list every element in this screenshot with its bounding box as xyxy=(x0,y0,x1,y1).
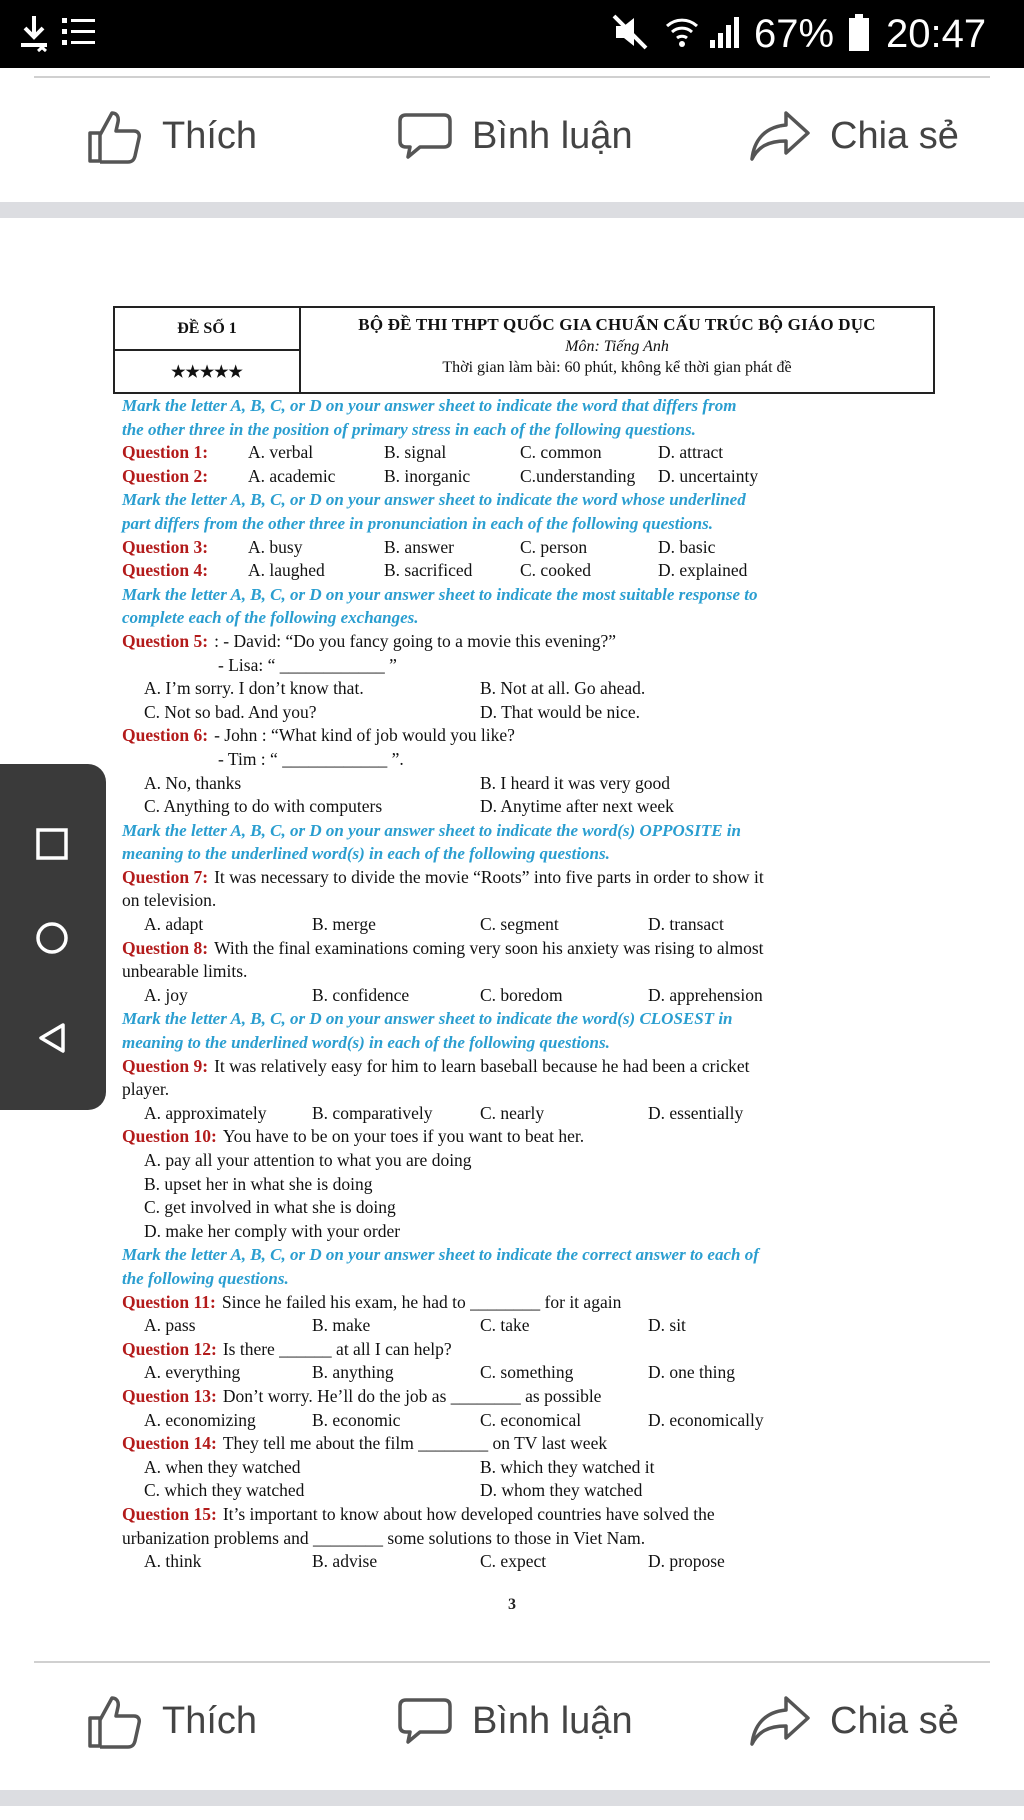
question-line xyxy=(122,1102,922,1126)
answer-option: B. comparatively xyxy=(312,1102,433,1123)
like-button[interactable] xyxy=(86,106,257,166)
separator-band xyxy=(0,1790,1024,1806)
question-line xyxy=(122,1479,922,1503)
top-action-bar xyxy=(0,68,1024,198)
question-line xyxy=(122,866,922,890)
question-label: Question 15: xyxy=(122,1503,217,1524)
answer-option: A. I’m sorry. I don’t know that. xyxy=(144,678,364,699)
exam-subject: Môn: Tiếng Anh xyxy=(565,338,669,355)
mute-icon xyxy=(612,14,648,59)
answer-option: D. essentially xyxy=(648,1102,744,1123)
question-text: - Lisa: “ ____________ ” xyxy=(218,654,397,675)
exam-header xyxy=(113,306,935,394)
question-line xyxy=(122,889,922,913)
question-label: Question 6: xyxy=(122,725,209,746)
recent-apps-button[interactable] xyxy=(28,820,76,868)
exam-time: Thời gian làm bài: 60 phút, không kể thời gian phát đề xyxy=(442,359,792,376)
share-button[interactable] xyxy=(748,106,959,166)
instruction-line: part differs from the other three in pronunciation in each of the following questions. xyxy=(122,513,713,533)
like-label: Thích xyxy=(162,114,258,157)
comment-button[interactable] xyxy=(396,1691,633,1751)
answer-option: B. inorganic xyxy=(384,465,471,486)
question-line xyxy=(122,1314,922,1338)
instruction-line: Mark the letter A, B, C, or D on your answer sheet to indicate the word(s) OPPOSITE in xyxy=(122,820,741,840)
answer-option: D. explained xyxy=(658,560,748,581)
answer-option: D. Anytime after next week xyxy=(480,796,674,817)
question-label: Question 11: xyxy=(122,1291,216,1312)
question-line xyxy=(122,630,922,654)
question-line xyxy=(122,1078,922,1102)
answer-option: B. I heard it was very good xyxy=(480,772,671,793)
answer-option: C. economical xyxy=(480,1409,582,1430)
answer-option: A. No, thanks xyxy=(144,772,242,793)
answer-option: A. approximately xyxy=(144,1102,267,1123)
battery-percent: 67% xyxy=(754,12,835,56)
question-label: Question 13: xyxy=(122,1385,217,1406)
share-icon xyxy=(748,1692,812,1750)
answer-option: B. answer xyxy=(384,536,454,557)
answer-option: D. That would be nice. xyxy=(480,701,641,722)
question-line xyxy=(122,559,922,583)
answer-option: B. economic xyxy=(312,1409,401,1430)
floating-nav-panel xyxy=(0,764,106,1110)
answer-option: B. confidence xyxy=(312,984,410,1005)
question-line xyxy=(122,913,922,937)
answer-option: D. sit xyxy=(648,1315,686,1336)
question-label: Question 9: xyxy=(122,1055,209,1076)
answer-option: C. common xyxy=(520,442,602,463)
question-text: Don’t worry. He’ll do the job as ________ as possible xyxy=(222,1385,602,1406)
question-label: Question 7: xyxy=(122,866,209,887)
question-text: - Tim : “ ____________ ”. xyxy=(218,748,404,769)
question-label: Question 14: xyxy=(122,1433,217,1454)
question-text: urbanization problems and ________ some solutions to those in Viet Nam. xyxy=(122,1527,646,1548)
back-button[interactable] xyxy=(28,1014,76,1062)
question-label: Question 5: xyxy=(122,630,209,651)
question-line xyxy=(122,1550,922,1574)
question-text: - John : “What kind of job would you like? xyxy=(214,725,515,746)
question-line xyxy=(122,937,922,961)
question-text: C. get involved in what she is doing xyxy=(144,1197,396,1218)
question-text: Is there ______ at all I can help? xyxy=(222,1338,452,1359)
question-line xyxy=(122,1220,922,1244)
question-line xyxy=(122,795,922,819)
answer-option: D. whom they watched xyxy=(480,1480,643,1501)
question-label: Question 3: xyxy=(122,536,209,557)
question-text: With the final examinations coming very soon his anxiety was rising to almost xyxy=(214,937,764,958)
question-text: player. xyxy=(122,1079,170,1100)
answer-option: D. apprehension xyxy=(648,984,763,1005)
question-line xyxy=(122,1432,922,1456)
answer-option: B. signal xyxy=(384,442,447,463)
comment-icon xyxy=(396,1692,454,1750)
question-label: Question 8: xyxy=(122,937,209,958)
answer-option: C. which they watched xyxy=(144,1480,305,1501)
circle-icon xyxy=(34,920,70,956)
question-label: Question 10: xyxy=(122,1126,217,1147)
instruction-line: Mark the letter A, B, C, or D on your answer sheet to indicate the word whose underlined xyxy=(122,490,746,510)
question-label: Question 12: xyxy=(122,1338,217,1359)
question-line xyxy=(122,724,922,748)
comment-label: Bình luận xyxy=(472,114,633,157)
question-text: You have to be on your toes if you want to beat her. xyxy=(222,1126,585,1147)
answer-option: C. person xyxy=(520,536,588,557)
comment-icon xyxy=(396,107,454,165)
answer-option: D. basic xyxy=(658,536,716,557)
instruction-line: meaning to the underlined word(s) in each of the following questions. xyxy=(122,844,610,864)
answer-option: A. busy xyxy=(248,536,303,557)
answer-option: A. joy xyxy=(144,984,188,1005)
instruction-line: Mark the letter A, B, C, or D on your answer sheet to indicate the correct answer to each of xyxy=(122,1245,759,1265)
page-number: 3 xyxy=(508,1596,516,1613)
answer-option: A. think xyxy=(144,1551,202,1572)
answer-option: A. when they watched xyxy=(144,1456,301,1477)
battery-icon xyxy=(848,14,870,61)
like-label: Thích xyxy=(162,1699,258,1742)
question-text: D. make her comply with your order xyxy=(144,1220,401,1241)
instruction-line: complete each of the following exchanges. xyxy=(122,608,419,628)
question-line xyxy=(122,984,922,1008)
question-line xyxy=(122,1527,922,1551)
question-text: on television. xyxy=(122,890,217,911)
question-label: Question 2: xyxy=(122,465,209,486)
answer-option: B. anything xyxy=(312,1362,394,1383)
comment-label: Bình luận xyxy=(472,1699,633,1742)
question-line xyxy=(122,677,922,701)
signal-icon xyxy=(708,14,744,59)
answer-option: D. transact xyxy=(648,914,724,935)
answer-option: A. verbal xyxy=(248,442,314,463)
answer-option: B. sacrificed xyxy=(384,560,473,581)
question-line xyxy=(122,654,922,678)
question-line xyxy=(122,1361,922,1385)
separator-band xyxy=(0,202,1024,218)
question-line xyxy=(122,1173,922,1197)
question-text: It was necessary to divide the movie “Roots” into five parts in order to show it xyxy=(214,866,764,887)
square-icon xyxy=(35,827,69,861)
instruction-line: Mark the letter A, B, C, or D on your answer sheet to indicate the most suitable response to xyxy=(122,584,758,604)
question-line xyxy=(122,1385,922,1409)
question-text: unbearable limits. xyxy=(122,961,248,982)
question-line xyxy=(122,748,922,772)
question-line xyxy=(122,441,922,465)
answer-option: C. nearly xyxy=(480,1102,545,1123)
share-icon xyxy=(748,107,812,165)
answer-option: B. make xyxy=(312,1315,371,1336)
exam-body xyxy=(122,394,922,1574)
answer-option: C. something xyxy=(480,1362,574,1383)
list-icon xyxy=(62,14,96,57)
question-line xyxy=(122,1291,922,1315)
thumbs-up-icon xyxy=(86,107,144,165)
answer-option: C.understanding xyxy=(520,465,636,486)
answer-option: A. pass xyxy=(144,1315,196,1336)
question-line xyxy=(122,1196,922,1220)
question-label: Question 4: xyxy=(122,560,209,581)
instruction-line: Mark the letter A, B, C, or D on your answer sheet to indicate the word(s) CLOSEST in xyxy=(122,1009,733,1029)
divider xyxy=(34,76,990,78)
share-label: Chia sẻ xyxy=(830,1699,959,1742)
question-line xyxy=(122,1409,922,1433)
question-text: A. pay all your attention to what you are doing xyxy=(144,1150,472,1170)
question-label: Question 1: xyxy=(122,442,209,463)
question-line xyxy=(122,772,922,796)
question-line xyxy=(122,1503,922,1527)
thumbs-up-icon xyxy=(86,1692,144,1750)
answer-option: A. academic xyxy=(248,465,336,486)
answer-option: C. segment xyxy=(480,914,559,935)
status-bar xyxy=(0,0,1024,68)
back-triangle-icon xyxy=(35,1021,69,1055)
bottom-action-bar xyxy=(0,1653,1024,1783)
answer-option: D. economically xyxy=(648,1409,764,1430)
instruction-line: meaning to the underlined word(s) in each of the following questions. xyxy=(122,1033,610,1053)
clock: 20:47 xyxy=(886,12,987,56)
answer-option: D. propose xyxy=(648,1551,725,1572)
answer-option: C. expect xyxy=(480,1551,547,1572)
answer-option: C. cooked xyxy=(520,560,591,581)
instruction-line: the following questions. xyxy=(122,1268,289,1288)
question-text: : - David: “Do you fancy going to a movie this evening?” xyxy=(214,630,616,651)
answer-option: A. adapt xyxy=(144,914,204,935)
question-line xyxy=(122,960,922,984)
home-button[interactable] xyxy=(28,914,76,962)
instruction-line: the other three in the position of primary stress in each of the following questions. xyxy=(122,419,696,439)
answer-option: D. attract xyxy=(658,442,724,463)
question-line xyxy=(122,1125,922,1149)
like-button[interactable] xyxy=(86,1691,257,1751)
divider xyxy=(34,1661,990,1663)
answer-option: D. one thing xyxy=(648,1362,736,1383)
question-line xyxy=(122,465,922,489)
answer-option: B. which they watched it xyxy=(480,1456,655,1477)
answer-option: C. take xyxy=(480,1315,530,1336)
question-line xyxy=(122,1338,922,1362)
answer-option: D. uncertainty xyxy=(658,465,759,486)
question-text: It was relatively easy for him to learn baseball because he had been a cricket xyxy=(214,1055,750,1076)
exam-title: BỘ ĐỀ THI THPT QUỐC GIA CHUẨN CẤU TRÚC BỘ GIÁO DỤC xyxy=(358,315,876,334)
question-line xyxy=(122,1149,922,1173)
question-text: It’s important to know about how developed countries have solved the xyxy=(222,1503,715,1524)
answer-option: B. merge xyxy=(312,914,376,935)
question-line xyxy=(122,701,922,725)
question-text: Since he failed his exam, he had to ________ for it again xyxy=(221,1291,622,1312)
answer-option: C. Not so bad. And you? xyxy=(144,701,317,722)
comment-button[interactable] xyxy=(396,106,633,166)
question-line xyxy=(122,536,922,560)
exam-code: ĐỀ SỐ 1 xyxy=(115,308,299,351)
answer-option: B. Not at all. Go ahead. xyxy=(480,678,646,699)
question-text: They tell me about the film ________ on TV last week xyxy=(222,1433,608,1454)
answer-option: A. everything xyxy=(144,1362,241,1383)
instruction-line: Mark the letter A, B, C, or D on your answer sheet to indicate the word that differs from xyxy=(122,396,737,415)
answer-option: A. laughed xyxy=(248,560,325,581)
question-line xyxy=(122,1055,922,1079)
answer-option: C. Anything to do with computers xyxy=(144,796,383,817)
question-line xyxy=(122,1456,922,1480)
share-button[interactable] xyxy=(748,1691,959,1751)
answer-option: B. advise xyxy=(312,1551,378,1572)
question-text: B. upset her in what she is doing xyxy=(144,1173,373,1194)
exam-stars: ★★★★★ xyxy=(171,363,243,381)
download-icon xyxy=(18,14,50,61)
answer-option: A. economizing xyxy=(144,1409,256,1430)
share-label: Chia sẻ xyxy=(830,114,959,157)
wifi-icon xyxy=(664,14,700,59)
answer-option: C. boredom xyxy=(480,984,563,1005)
